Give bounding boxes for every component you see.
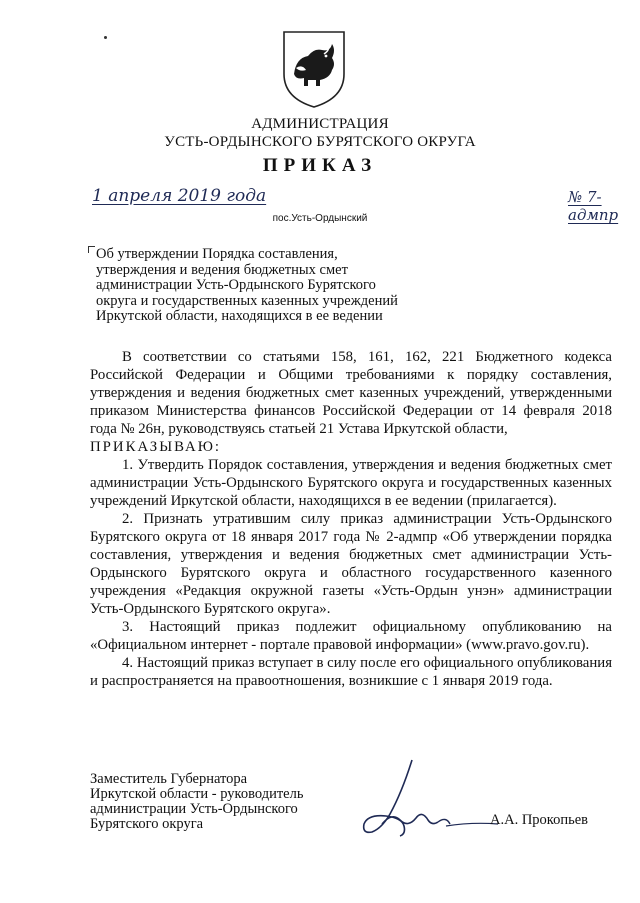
order-item-1: 1. Утвердить Порядок составления, утверждения и ведения бюджетных смет администрации Усть-Ордынского Бурятского округа и государственных казенных учреждений Иркутской области, находящихся в ее ведении (прилагается). [90,457,612,509]
subject-corner-mark [88,246,95,253]
signatory-title-line: Бурятского округа [90,816,204,832]
handwritten-order-number: № 7-адмпр [568,188,619,224]
signatory-title-line: администрации Усть-Ордынского [90,801,298,817]
preamble-paragraph: В соответствии со статьями 158, 161, 162, 221 Бюджетного кодекса Российской Федерации и Общими требованиями к порядку составления, утверждения и ведения бюджетных смет казенных учреждений, утвержденными приказом Министерства финансов Российской Федерации от 14 февраля 2018 года № 26н, руководствуясь статьей 21 Устава Иркутской области, [90,349,612,437]
coat-of-arms-emblem [280,28,348,110]
order-body [90,348,612,690]
order-subject [96,247,436,325]
signatory-title [90,772,303,832]
subject-line: округа и государственных казенных учреждений [96,292,398,309]
place-of-issue: пос.Усть-Ордынский [272,213,368,224]
handwritten-signature [342,752,502,852]
subject-line: администрации Усть-Ордынского Бурятского [96,277,376,293]
handwritten-date: 1 апреля 2019 года [92,186,267,206]
order-item-2: 2. Признать утратившим силу приказ администрации Усть-Ордынского Бурятского округа от 18 января 2017 года № 2-адмпр «Об утверждении порядка составления, утверждения и ведения бюджетных смет администрации Усть-Ордынского Бурятского округа и областного государственного казенного учреждения «Редакция окружной газеты «Усть-Ордын унэн» администрации Усть-Ордынского Бурятского округа». [90,511,612,617]
order-item-4: 4. Настоящий приказ вступает в силу после его официального опубликования и распространяется на правоотношения, возникшие с 1 января 2019 года. [90,655,612,689]
document-type-title: ПРИКАЗ [262,155,378,176]
subject-line: Об утверждении Порядка составления, [96,246,338,262]
organization-name-line2: УСТЬ-ОРДЫНСКОГО БУРЯТСКОГО ОКРУГА [164,134,476,150]
subject-line: утверждения и ведения бюджетных смет [96,261,348,278]
signatory-title-line: Заместитель Губернатора [90,771,248,787]
organization-name-line1: АДМИНИСТРАЦИЯ [251,116,389,132]
subject-line: Иркутской области, находящихся в ее ведении [96,308,383,324]
order-directive-word: ПРИКАЗЫВАЮ: [90,439,222,455]
order-item-3: 3. Настоящий приказ подлежит официальному опубликованию на «Официальном интернет - портале правовой информации» (www.pravo.gov.ru). [90,619,612,653]
scan-speck [104,36,107,39]
signatory-name: А.А. Прокопьев [490,812,589,828]
signatory-title-line: Иркутской области - руководитель [90,786,304,802]
